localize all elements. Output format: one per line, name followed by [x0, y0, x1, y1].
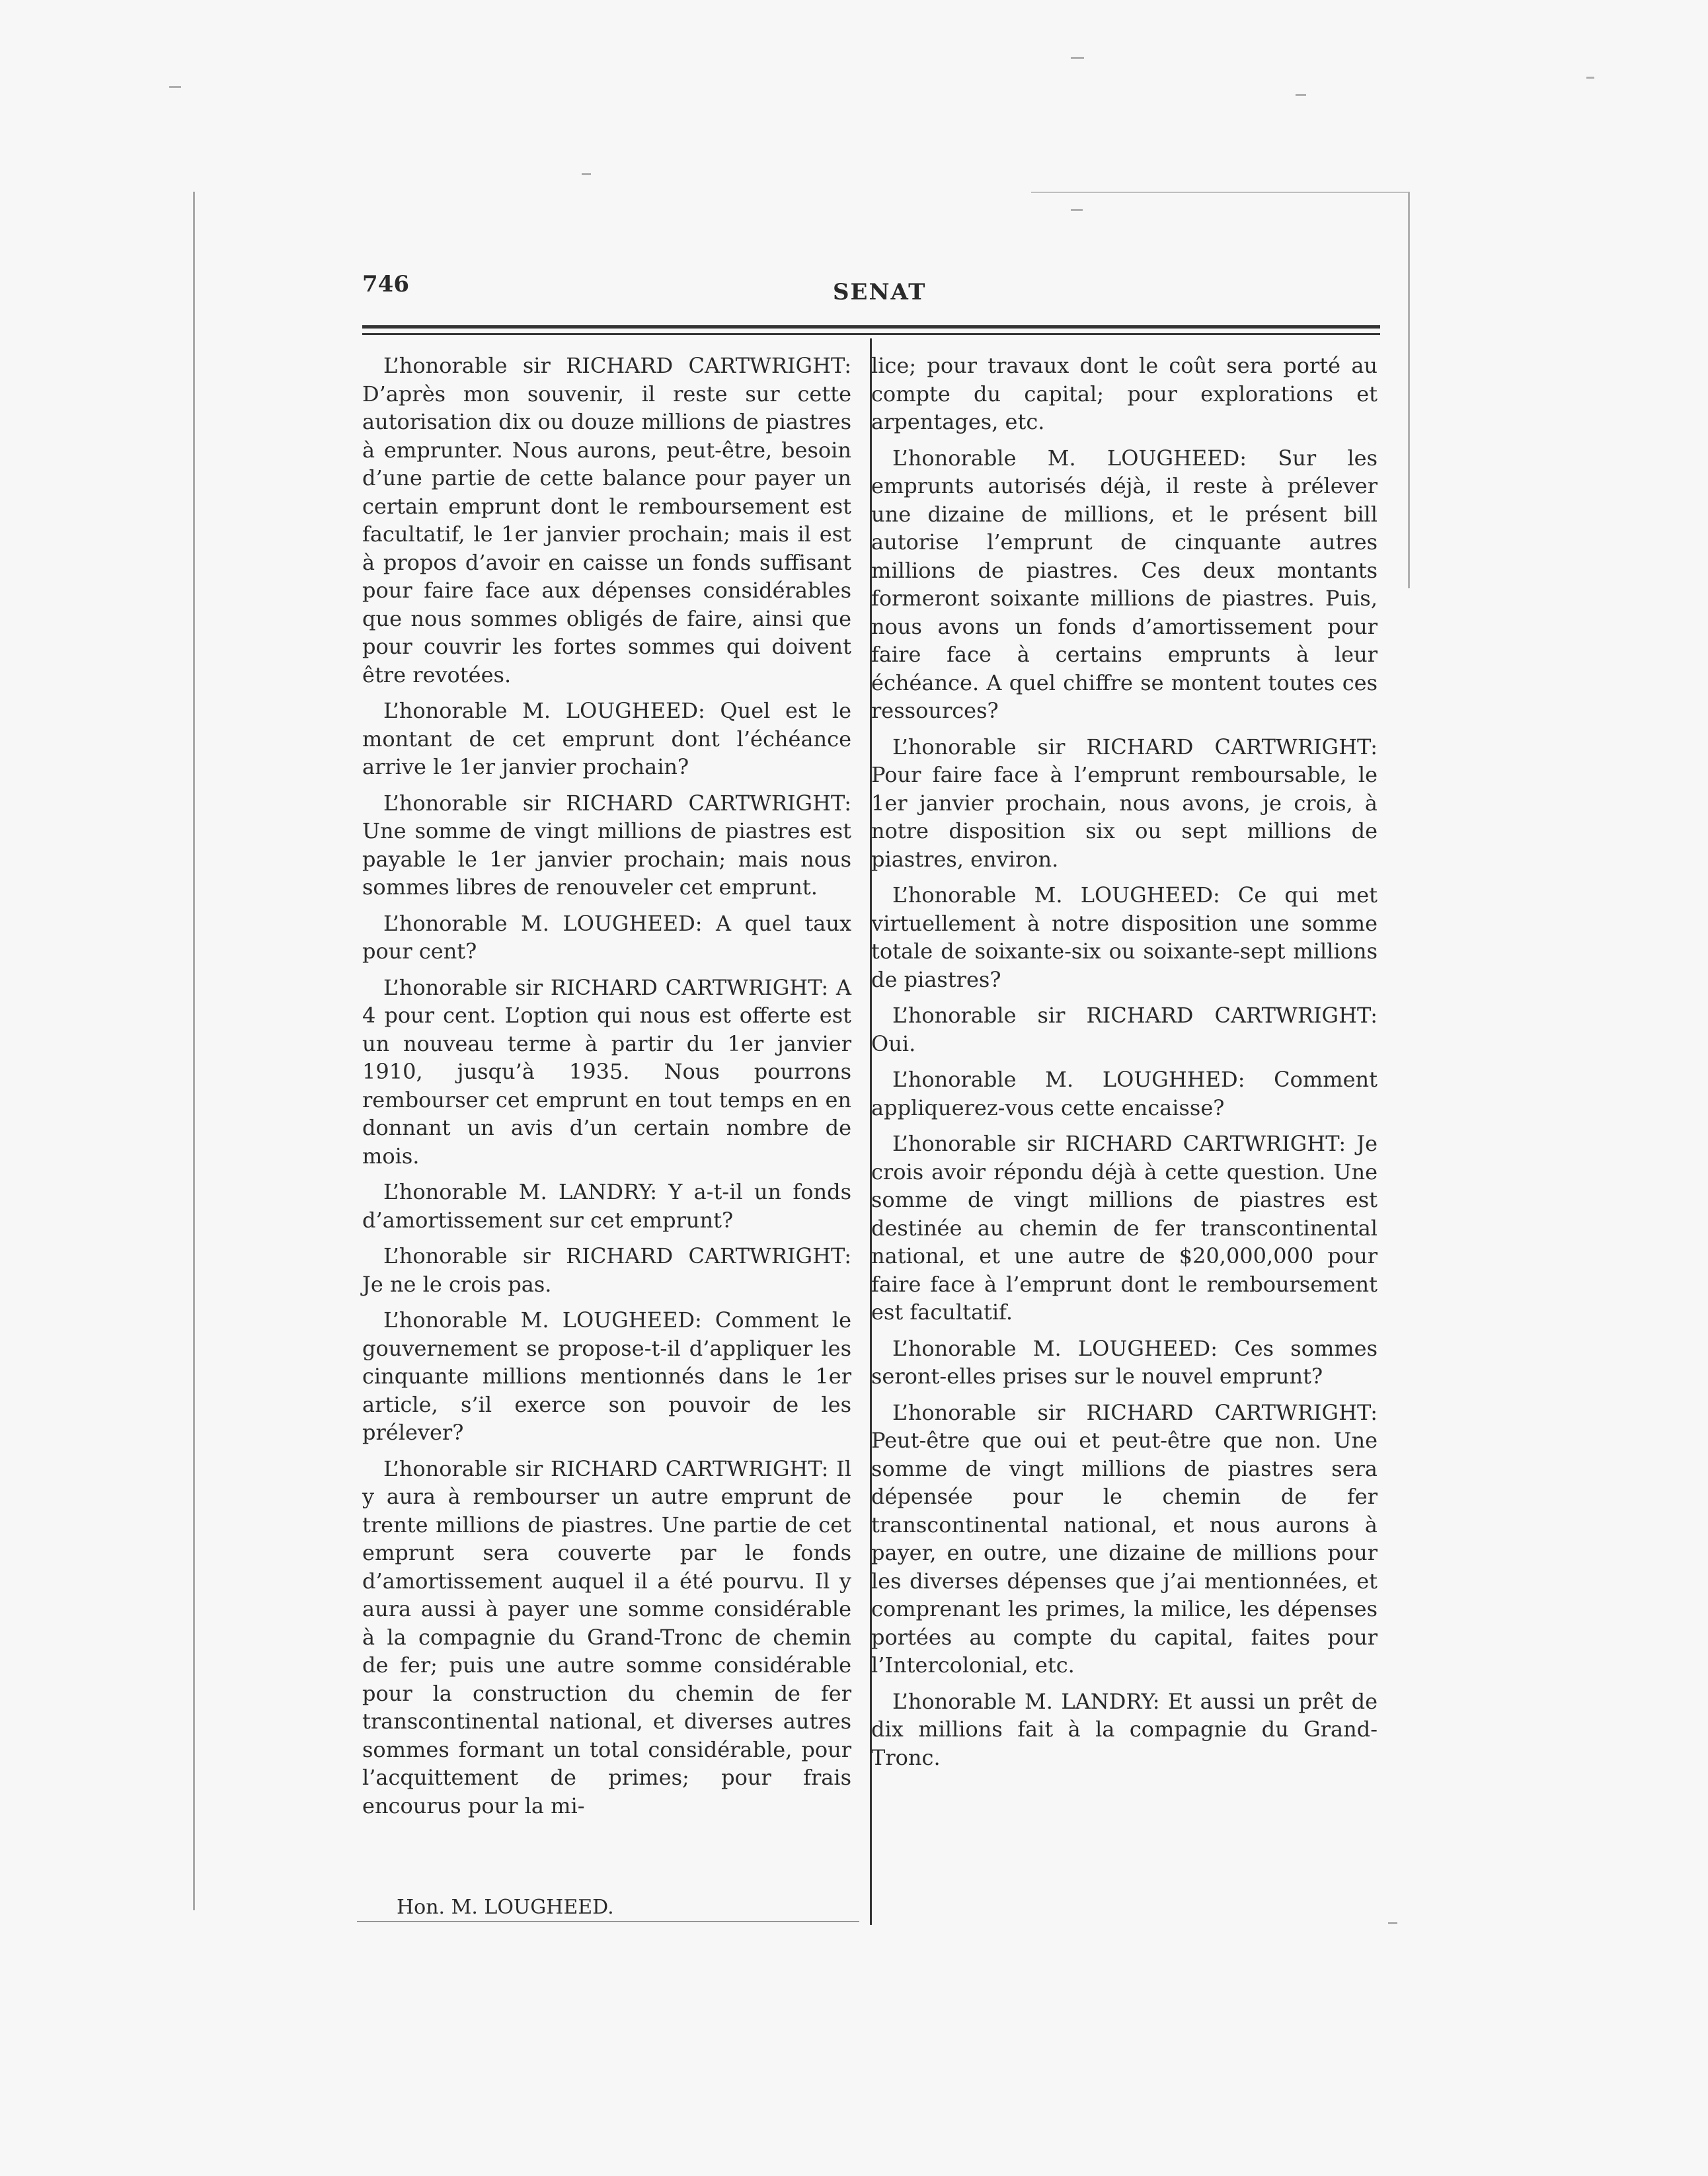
- paragraph: L’honorable M. LANDRY: Y a-t-il un fonds d’amortissement sur cet emprunt?: [362, 1179, 851, 1233]
- header-rule: [362, 325, 1380, 329]
- paragraph: L’honorable sir RICHARD CARTWRIGHT: Peut-être que oui et peut-être que non. Une somme de vingt millions de piastres sera dépensée pour le chemin de fer transcontinental national, et nous aurons à payer, en outre, une dizaine de millions pour les diverses dépenses que j’ai mentionnées, et comprenant les primes, la milice, les dépenses portées au compte du capital, faites pour l’Intercolonial, etc.: [871, 1399, 1378, 1678]
- scan-border-left: [193, 192, 195, 1910]
- paragraph: L’honorable sir RICHARD CARTWRIGHT: A 4 pour cent. L’option qui nous est offerte est un nouveau terme à partir du 1er janvier 1910, jusqu’à 1935. Nous pourrons rembourser cet emprunt en tout temps en en donnant un avis d’un certain nombre de mois.: [362, 974, 851, 1169]
- footer-rule: [357, 1921, 859, 1922]
- paragraph: L’honorable sir RICHARD CARTWRIGHT: Oui.: [871, 1003, 1378, 1056]
- scan-speck: [1071, 209, 1083, 211]
- paragraph: L’honorable sir RICHARD CARTWRIGHT: Il y aura à rembourser un autre emprunt de trente millions de piastres. Une partie de cet emprunt sera couverte par le fonds d’amortissement auquel il a été pourvu. Il y aura aussi à payer une somme considérable à la compagnie du Grand-Tronc de chemin de fer; puis une autre somme considérable pour la construction du chemin de fer transcontinental national, et diverses autres sommes formant un total considérable, pour l’acquittement de primes; pour frais encourus pour la mi-: [362, 1456, 851, 1818]
- page-title: SENAT: [833, 279, 927, 305]
- paragraph: L’honorable sir RICHARD CARTWRIGHT: Une somme de vingt millions de piastres est payable le 1er janvier prochain; mais nous sommes libres de renouveler cet emprunt.: [362, 790, 851, 900]
- paragraph: L’honorable M. LOUGHEED: Comment le gouvernement se propose-t-il d’appliquer les cinquante millions mentionnés dans le 1er article, s’il exerce son pouvoir de les prélever?: [362, 1307, 851, 1445]
- paragraph: lice; pour travaux dont le coût sera porté au compte du capital; pour explorations et arpentages, etc.: [871, 353, 1378, 434]
- paragraph: L’honorable M. LOUGHHED: Comment appliquerez-vous cette encaisse?: [871, 1067, 1378, 1120]
- scan-border-top: [1031, 192, 1408, 193]
- scan-speck: [1296, 94, 1306, 96]
- scan-speck: [1388, 1922, 1397, 1924]
- paragraph: L’honorable M. LOUGHEED: Ce qui met virtuellement à notre disposition une somme totale de soixante-six ou soixante-sept millions de piastres?: [871, 882, 1378, 992]
- paragraph: L’honorable M. LOUGHEED: Sur les emprunts autorisés déjà, il reste à prélever une dizaine de millions, et le présent bill autorise l’emprunt de cinquante autres millions de piastres. Ces deux montants formeront soixante millions de piastres. Puis, nous avons un fonds d’amortissement pour faire face à certains emprunts à leur échéance. A quel chiffre se montent toutes ces ressources?: [871, 445, 1378, 723]
- header-rule: [362, 333, 1380, 335]
- scan-speck: [1586, 77, 1594, 79]
- paragraph: L’honorable M. LOUGHEED: Ces sommes seront-elles prises sur le nouvel emprunt?: [871, 1335, 1378, 1389]
- scan-speck: [1071, 57, 1084, 59]
- right-column: [871, 352, 1378, 1779]
- paragraph: L’honorable M. LOUGHEED: A quel taux pour cent?: [362, 910, 851, 964]
- paragraph: L’honorable sir RICHARD CARTWRIGHT: Je ne le crois pas.: [362, 1243, 851, 1297]
- scan-border-right: [1408, 192, 1410, 588]
- scan-speck: [582, 173, 591, 175]
- paragraph: L’honorable M. LOUGHEED: Quel est le montant de cet emprunt dont l’échéance arrive le 1er janvier prochain?: [362, 698, 851, 779]
- left-column: [362, 352, 851, 1828]
- page-number: 746: [362, 271, 409, 297]
- paragraph: L’honorable sir RICHARD CARTWRIGHT: Pour faire face à l’emprunt remboursable, le 1er janvier prochain, nous avons, je crois, à notre disposition six ou sept millions de piastres, environ.: [871, 734, 1378, 872]
- running-footer: Hon. M. LOUGHEED.: [397, 1896, 614, 1919]
- paragraph: L’honorable sir RICHARD CARTWRIGHT: Je crois avoir répondu déjà à cette question. Une somme de vingt millions de piastres est destinée au chemin de fer transcontinental national, et une autre de $20,000,000 pour faire face à l’emprunt dont le remboursement est facultatif.: [871, 1131, 1378, 1325]
- scan-speck: [169, 86, 181, 88]
- paragraph: L’honorable M. LANDRY: Et aussi un prêt de dix millions fait à la compagnie du Grand-Tronc.: [871, 1688, 1378, 1770]
- paragraph: L’honorable sir RICHARD CARTWRIGHT: D’après mon souvenir, il reste sur cette autorisation dix ou douze millions de piastres à emprunter. Nous aurons, peut-être, besoin d’une partie de cette balance pour payer un certain emprunt dont le remboursement est facultatif, le 1er janvier prochain; mais il est à propos d’avoir en caisse un fonds suffisant pour faire face aux dépenses considérables que nous sommes obligés de faire, ainsi que pour couvrir les fortes sommes qui doivent être revotées.: [362, 353, 851, 687]
